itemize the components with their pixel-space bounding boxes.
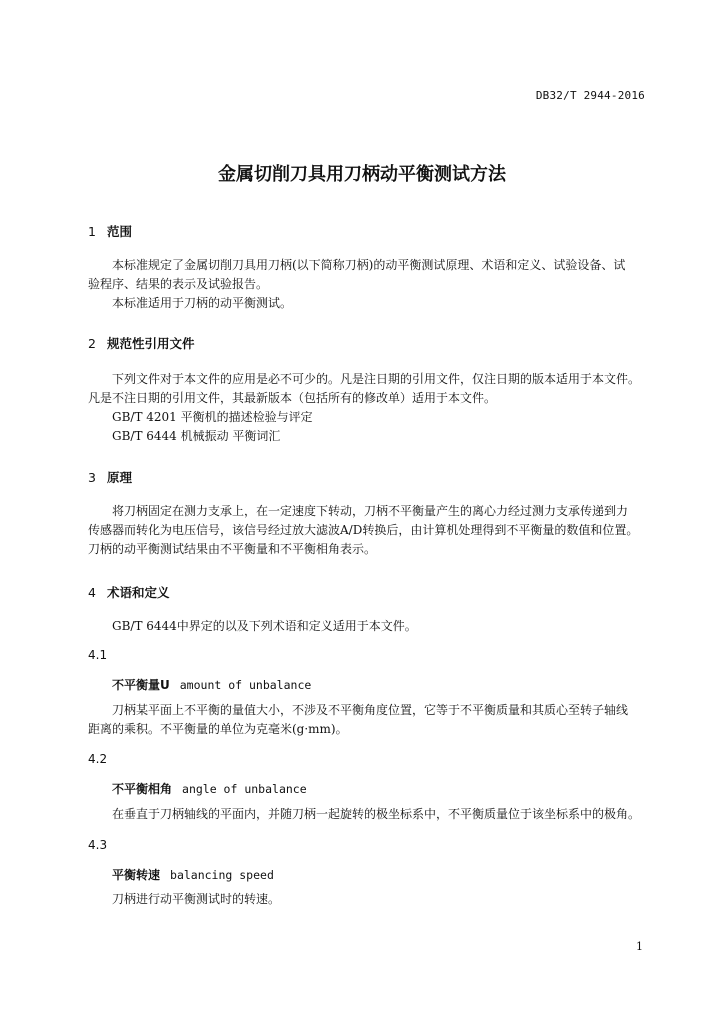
term-4-2-number: 4.2 (88, 752, 108, 766)
page-number: 1 (636, 940, 643, 953)
reference-gbt-4201: GB/T 4201 平衡机的描述检验与评定 (112, 410, 313, 424)
term-4-1 (112, 676, 311, 693)
section-title: 术语和定义 (107, 585, 170, 600)
term-4-1-definition-line-1: 刀柄某平面上不平衡的量值大小，不涉及不平衡角度位置，它等于不平衡质量和其质心至转子轴线 (112, 703, 629, 717)
term-cn: 不平衡相角 (112, 782, 173, 796)
section-3-line-2: 传感器而转化为电压信号，该信号经过放大滤波A/D转换后，由计算机处理得到不平衡量的数值和位置。 (88, 523, 639, 537)
section-2-paragraph-line-1: 下列文件对于本文件的应用是必不可少的。凡是注日期的引用文件，仅注日期的版本适用于本文件。 (112, 372, 641, 386)
term-4-1-definition-line-2: 距离的乘积。不平衡量的单位为克毫米(g·mm)。 (88, 722, 348, 736)
term-4-2 (112, 780, 307, 797)
term-4-3-number: 4.3 (88, 838, 108, 852)
section-2-heading (88, 334, 195, 352)
section-3-line-1: 将刀柄固定在测力支承上，在一定速度下转动，刀柄不平衡量产生的离心力经过测力支承传递到力 (112, 504, 629, 518)
section-title: 范围 (107, 224, 133, 239)
term-en: amount of unbalance (179, 678, 312, 692)
section-title: 规范性引用文件 (107, 336, 195, 351)
term-4-1-number: 4.1 (88, 648, 108, 662)
section-3-line-3: 刀柄的动平衡测试结果由不平衡量和不平衡相角表示。 (88, 542, 377, 556)
section-4-heading (88, 583, 170, 601)
section-4-intro: GB/T 6444中界定的以及下列术语和定义适用于本文件。 (112, 619, 417, 633)
term-4-3-definition: 刀柄进行动平衡测试时的转速。 (112, 892, 281, 906)
section-number: 1 (88, 224, 96, 239)
section-number: 2 (88, 336, 96, 351)
term-4-2-definition: 在垂直于刀柄轴线的平面内，并随刀柄一起旋转的极坐标系中，不平衡质量位于该坐标系中的极角。 (112, 807, 641, 821)
reference-gbt-6444: GB/T 6444 机械振动 平衡词汇 (112, 429, 281, 443)
section-number: 3 (88, 470, 96, 485)
standard-code: DB32/T 2944-2016 (535, 89, 645, 102)
section-1-paragraph-2: 本标准适用于刀柄的动平衡测试。 (112, 296, 293, 310)
document-title: 金属切削刀具用刀柄动平衡测试方法 (218, 164, 506, 185)
section-number: 4 (88, 585, 96, 600)
section-1-heading (88, 222, 132, 240)
section-2-paragraph-line-2: 凡是不注日期的引用文件，其最新版本（包括所有的修改单）适用于本文件。 (88, 391, 497, 405)
term-en: balancing speed (170, 868, 274, 882)
term-cn: 平衡转速 (112, 868, 161, 882)
term-en: angle of unbalance (182, 782, 307, 796)
section-1-paragraph-1-line-2: 验程序、结果的表示及试验报告。 (88, 277, 269, 291)
section-3-heading (88, 468, 132, 486)
section-1-paragraph-1-line-1: 本标准规定了金属切削刀具用刀柄(以下简称刀柄)的动平衡测试原理、术语和定义、试验设备、试 (112, 258, 626, 272)
section-title: 原理 (107, 470, 133, 485)
term-4-3 (112, 866, 274, 883)
term-cn: 不平衡量U (112, 678, 170, 692)
